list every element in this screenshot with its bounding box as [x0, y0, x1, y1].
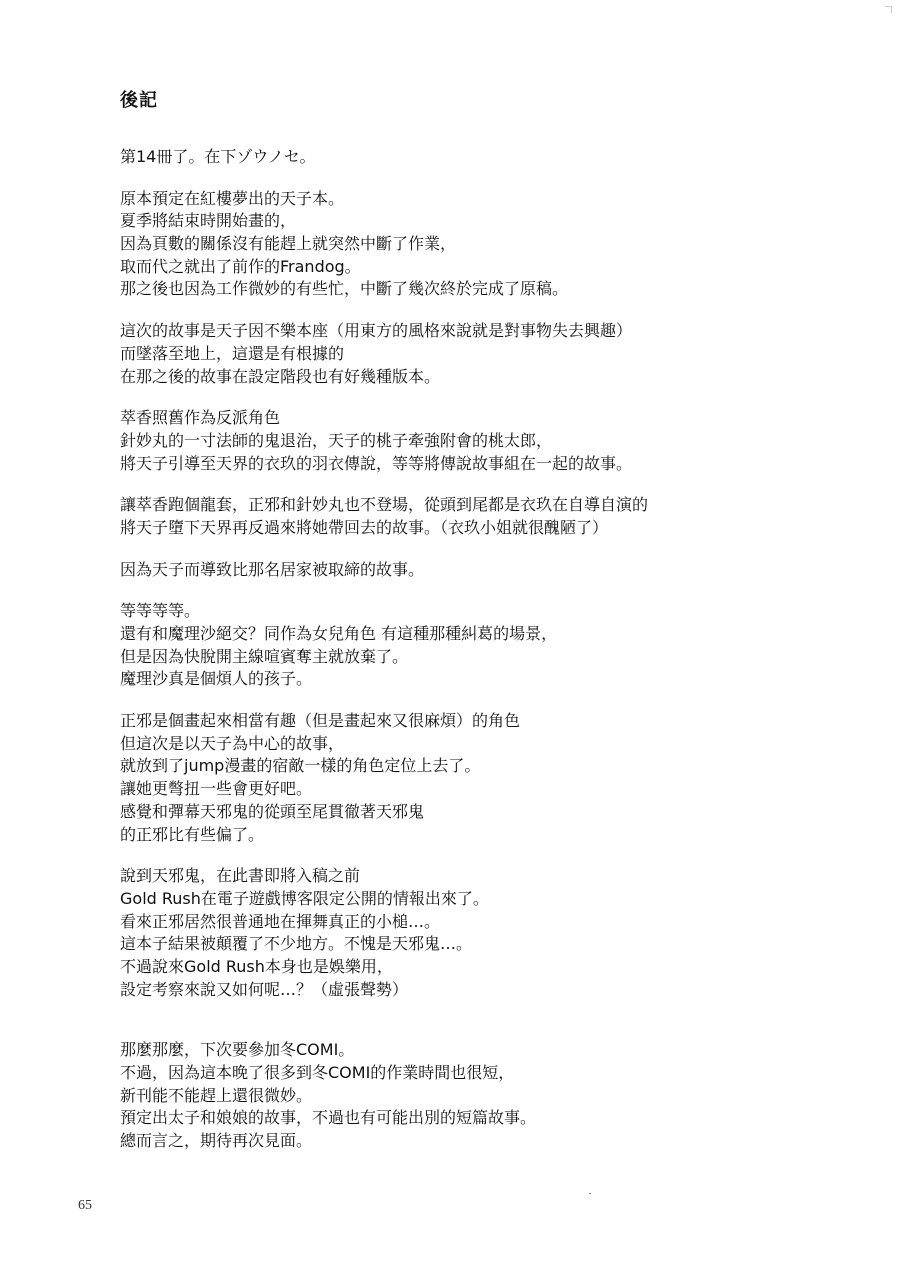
text-line: 因為天子而導致比那名居家被取締的故事。: [120, 559, 425, 579]
text-line: 說到天邪鬼，在此書即將入稿之前: [120, 866, 361, 886]
text-line: 這次的故事是天子因不樂本座（用東方的風格來說就是對事物失去興趣）: [120, 321, 633, 341]
text-line: 第14冊了。在下ゾウノセ。: [120, 147, 316, 166]
text-line: 夏季將結束時開始畫的，: [120, 211, 297, 231]
paragraph: [120, 600, 860, 691]
text-line: 原本預定在紅樓夢出的天子本。: [120, 188, 345, 208]
text-line: 針妙丸的一寸法師的鬼退治，天子的桃子牽強附會的桃太郎，: [120, 430, 553, 450]
paragraph: [120, 407, 860, 475]
text-line: 看來正邪居然很普通地在揮舞真正的小槌…。: [120, 911, 441, 931]
text-line: 還有和魔理沙絕交？同作為女兒角色 有這種那種糾葛的場景，: [120, 624, 558, 643]
text-line: 預定出太子和娘娘的故事，不過也有可能出別的短篇故事。: [120, 1108, 537, 1128]
afterword-body: [120, 146, 860, 1172]
text-line: 取而代之就出了前作的Frandog。: [120, 256, 361, 276]
text-line: 那之後也因為工作微妙的有些忙，中斷了幾次終於完成了原稿。: [120, 279, 569, 299]
page-number: 65: [78, 1198, 92, 1213]
paragraph: [120, 559, 860, 582]
text-line: 因為頁數的關係沒有能趕上就突然中斷了作業，: [120, 234, 457, 254]
paragraph: [120, 188, 860, 301]
text-line: Gold Rush在電子遊戲博客限定公開的情報出來了。: [120, 888, 489, 908]
text-line: 將天子墮下天界再反過來將她帶回去的故事。（衣玖小姐就很醜陋了）: [120, 517, 609, 537]
text-line: 而墜落至地上，這還是有根據的: [120, 343, 345, 363]
text-line: 那麼那麼，下次要參加冬COMI。: [120, 1040, 355, 1060]
text-line: 總而言之，期待再次見面。: [120, 1131, 313, 1151]
text-line: 魔理沙真是個煩人的孩子。: [120, 669, 313, 689]
text-line: 但是因為快脫開主線喧賓奪主就放棄了。: [120, 646, 409, 666]
text-line: 設定考察來說又如何呢…？（虛張聲勢）: [120, 979, 409, 999]
paragraph: [120, 710, 860, 846]
text-line: 這本子結果被顛覆了不少地方。不愧是天邪鬼…。: [120, 934, 473, 954]
text-line: 但這次是以天子為中心的故事，: [120, 733, 345, 753]
text-line: 不過說來Gold Rush本身也是娛樂用，: [120, 956, 393, 976]
paragraph: [120, 865, 860, 1001]
text-line: 將天子引導至天界的衣玖的羽衣傳說，等等將傳說故事組在一起的故事。: [120, 453, 633, 473]
paragraph: [120, 320, 860, 388]
text-line: 讓她更彆扭一些會更好吧。: [120, 779, 313, 799]
text-line: 等等等等。: [120, 601, 201, 621]
paragraph: [120, 1039, 860, 1152]
paragraph: [120, 146, 860, 169]
paragraph: [120, 494, 860, 539]
text-line: 在那之後的故事在設定階段也有好幾種版本。: [120, 366, 441, 386]
text-line: 萃香照舊作為反派角色: [120, 408, 281, 428]
scan-corner-mark: [885, 6, 892, 13]
text-line: 新刊能不能趕上還很微妙。: [120, 1085, 313, 1105]
text-line: 就放到了jump漫畫的宿敵一樣的角色定位上去了。: [120, 756, 481, 776]
text-line: 正邪是個畫起來相當有趣（但是畫起來又很麻煩）的角色: [120, 711, 521, 731]
text-line: 的正邪比有些偏了。: [120, 824, 265, 844]
text-line: 不過，因為這本晚了很多到冬COMI的作業時間也很短，: [120, 1063, 515, 1082]
scan-speck: [589, 1193, 591, 1194]
page-title: 後記: [120, 90, 158, 111]
text-line: 感覺和彈幕天邪鬼的從頭至尾貫徹著天邪鬼: [120, 801, 425, 821]
text-line: 讓萃香跑個龍套，正邪和針妙丸也不登場，從頭到尾都是衣玖在自導自演的: [120, 495, 649, 515]
